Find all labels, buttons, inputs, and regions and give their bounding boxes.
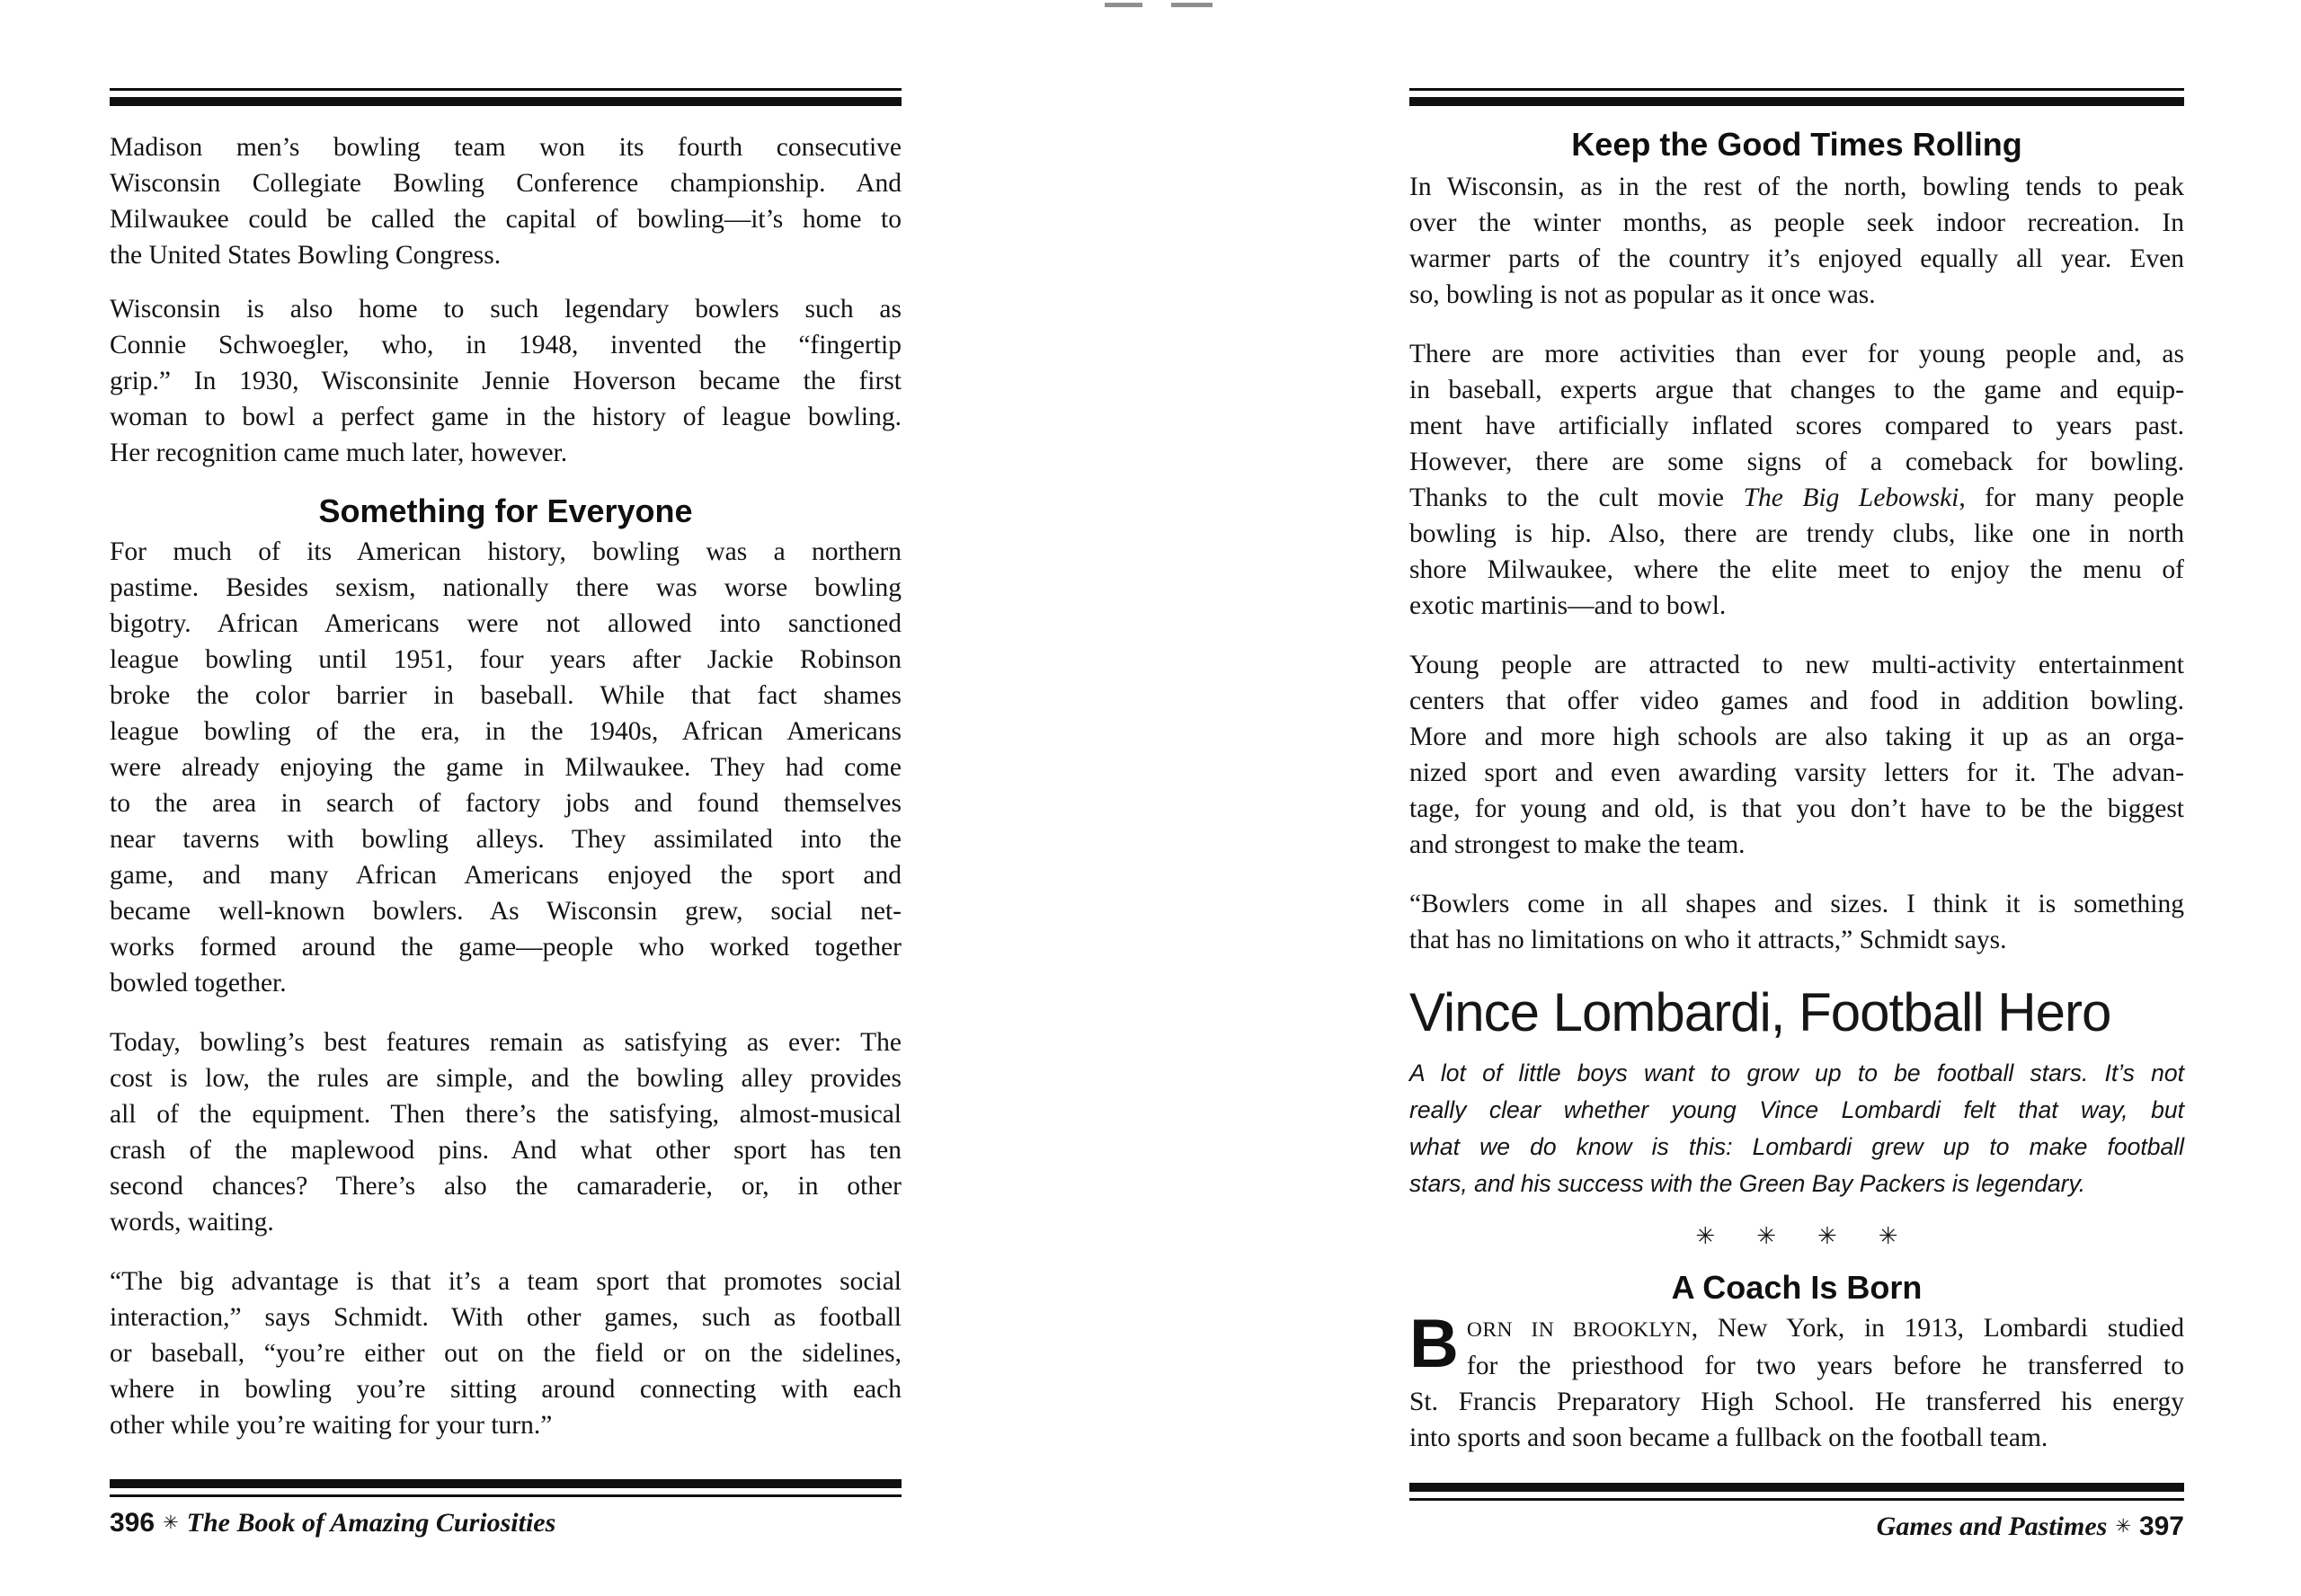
text-line: all of the equipment. Then there’s the satisfying, almost-musical bbox=[110, 1100, 902, 1129]
text-line: the United States Bowling Congress. bbox=[110, 241, 502, 270]
text-line: for the priesthood for two years before he transferred to bbox=[1466, 1352, 2184, 1380]
paragraph bbox=[110, 1264, 902, 1443]
asterisk-ornament-icon: ✳ bbox=[1817, 1223, 1837, 1250]
page-number: 397 bbox=[2138, 1512, 2184, 1541]
text-line: words, waiting. bbox=[110, 1208, 274, 1237]
text-line bbox=[1409, 1310, 2184, 1348]
page-number: 396 bbox=[110, 1508, 155, 1538]
text: Thanks to the cult movie bbox=[1409, 483, 1744, 512]
text-line: that has no limitations on who it attracts,” Schmidt says. bbox=[1409, 926, 2007, 954]
text-line: over the winter months, as people seek indoor recreation. In bbox=[1409, 208, 2184, 237]
text-line: grip.” In 1930, Wisconsinite Jennie Hoverson became the first bbox=[110, 367, 902, 395]
text-line: into sports and soon became a fullback on the football team. bbox=[1409, 1423, 2048, 1452]
text-line: league bowling until 1951, four years after Jackie Robinson bbox=[110, 645, 902, 674]
text-line: to the area in search of factory jobs and found themselves bbox=[110, 789, 902, 818]
text-line: and strongest to make the team. bbox=[1409, 830, 1746, 859]
page-top-rule bbox=[1409, 88, 2184, 106]
text-line: Wisconsin is also home to such legendary bowlers such as bbox=[110, 295, 902, 324]
text-line: in baseball, experts argue that changes to the game and equip- bbox=[1409, 376, 2184, 404]
text-line: In Wisconsin, as in the rest of the north, bowling tends to peak bbox=[1409, 173, 2184, 201]
paragraph-dropcap bbox=[1409, 1306, 2184, 1456]
text-line: woman to bowl a perfect game in the history of league bowling. bbox=[110, 403, 902, 431]
text-line: became well-known bowlers. As Wisconsin grew, social net- bbox=[110, 897, 902, 926]
text-line: really clear whether young Vince Lombardi felt that way, but bbox=[1409, 1096, 2184, 1123]
text-line: However, there are some signs of a comeback for bowling. bbox=[1409, 448, 2184, 476]
paragraph bbox=[1409, 169, 2184, 313]
section-divider bbox=[1409, 1220, 2184, 1253]
section-heading: Keep the Good Times Rolling bbox=[1571, 126, 2022, 163]
scan-artifact-dash bbox=[1105, 3, 1142, 7]
small-caps-text: ORN IN BROOKLYN bbox=[1466, 1318, 1692, 1342]
paragraph bbox=[1409, 1306, 2184, 1456]
text-line: Young people are attracted to new multi-activity entertainment bbox=[1409, 651, 2184, 679]
text-line: stars, and his success with the Green Bay Packers is legendary. bbox=[1409, 1170, 2086, 1197]
text-line: There are more activities than ever for young people and, as bbox=[1409, 340, 2184, 368]
section-title: Games and Pastimes bbox=[1876, 1512, 2108, 1541]
text: , for many people bbox=[1959, 483, 2184, 512]
text-line: crash of the maplewood pins. And what other sport has ten bbox=[110, 1136, 902, 1165]
section-heading: Something for Everyone bbox=[318, 492, 693, 529]
text-line: shore Milwaukee, where the elite meet to enjoy the menu of bbox=[1409, 555, 2184, 584]
asterisk-ornament-icon: ✳ bbox=[1756, 1223, 1776, 1250]
italic-text: The Big Lebowski bbox=[1743, 483, 1959, 512]
page-footer bbox=[1409, 1510, 2184, 1546]
right-page bbox=[1409, 88, 2184, 1546]
text-line: A lot of little boys want to grow up to be football stars. It’s not bbox=[1409, 1060, 2184, 1086]
left-page bbox=[110, 88, 902, 1542]
paragraph bbox=[110, 534, 902, 1001]
book-title: The Book of Amazing Curiosities bbox=[186, 1508, 556, 1538]
article-title: Vince Lombardi, Football Hero bbox=[1409, 982, 2111, 1042]
section-heading: A Coach Is Born bbox=[1671, 1269, 1923, 1306]
paragraph bbox=[110, 129, 902, 273]
scan-artifact-dash bbox=[1171, 3, 1213, 7]
text-line: league bowling of the era, in the 1940s, African Americans bbox=[110, 717, 902, 746]
text-line: second chances? There’s also the camaraderie, or, in other bbox=[110, 1172, 902, 1201]
text-line: More and more high schools are also taking it up as an orga- bbox=[1409, 723, 2184, 751]
text-line: Milwaukee could be called the capital of bowling—it’s home to bbox=[110, 205, 902, 234]
page-footer bbox=[110, 1506, 902, 1542]
text-line: Wisconsin Collegiate Bowling Conference championship. And bbox=[110, 169, 902, 198]
text-line: game, and many African Americans enjoyed the sport and bbox=[110, 861, 902, 890]
text-line: broke the color barrier in baseball. While that fact shames bbox=[110, 681, 902, 710]
paragraph bbox=[110, 291, 902, 471]
text-line: bigotry. African Americans were not allowed into sanctioned bbox=[110, 609, 902, 638]
text-line: ment have artificially inflated scores compared to years past. bbox=[1409, 412, 2184, 440]
paragraph bbox=[1409, 336, 2184, 624]
paragraph bbox=[1409, 886, 2184, 958]
asterisk-ornament-icon: ✳ bbox=[2115, 1515, 2131, 1537]
asterisk-ornament-icon: ✳ bbox=[1695, 1223, 1716, 1250]
asterisk-ornament-icon: ✳ bbox=[1878, 1223, 1898, 1250]
paragraph bbox=[1409, 647, 2184, 863]
article-intro bbox=[1409, 1055, 2184, 1202]
text-line: centers that offer video games and food in addition bowling. bbox=[1409, 687, 2184, 715]
paragraph bbox=[110, 1024, 902, 1240]
text-line: so, bowling is not as popular as it once was. bbox=[1409, 280, 1876, 309]
text: , New York, in 1913, Lombardi studied bbox=[1691, 1314, 2184, 1343]
text-line bbox=[1409, 480, 2184, 516]
text-line: were already enjoying the game in Milwaukee. They had come bbox=[110, 753, 902, 782]
text-line: Today, bowling’s best features remain as satisfying as ever: The bbox=[110, 1028, 902, 1057]
asterisk-ornament-icon: ✳ bbox=[163, 1512, 179, 1533]
text-line: St. Francis Preparatory High School. He transferred his energy bbox=[1409, 1388, 2184, 1416]
text-line: bowling is hip. Also, there are trendy clubs, like one in north bbox=[1409, 519, 2184, 548]
page-top-rule bbox=[110, 88, 902, 106]
text-line: other while you’re waiting for your turn.” bbox=[110, 1411, 553, 1440]
text-line: tage, for young and old, is that you don’t have to be the biggest bbox=[1409, 794, 2184, 823]
page-bottom-rule bbox=[110, 1479, 902, 1497]
text-line: “Bowlers come in all shapes and sizes. I think it is something bbox=[1409, 890, 2184, 918]
text-line: bowled together. bbox=[110, 969, 287, 998]
text-line: nized sport and even awarding varsity letters for it. The advan- bbox=[1409, 758, 2184, 787]
page-bottom-rule bbox=[1409, 1483, 2184, 1501]
text-line: interaction,” says Schmidt. With other games, such as football bbox=[110, 1303, 902, 1332]
text-line: what we do know is this: Lombardi grew up to make football bbox=[1409, 1133, 2184, 1160]
text-line: works formed around the game—people who worked together bbox=[110, 933, 902, 962]
text-line: cost is low, the rules are simple, and the bowling alley provides bbox=[110, 1064, 902, 1093]
text-line: exotic martinis—and to bowl. bbox=[1409, 591, 1727, 620]
text-line: where in bowling you’re sitting around connecting with each bbox=[110, 1375, 902, 1404]
text-line: Connie Schwoegler, who, in 1948, invented the “fingertip bbox=[110, 331, 902, 359]
text-line: or baseball, “you’re either out on the field or on the sidelines, bbox=[110, 1339, 902, 1368]
text-line: near taverns with bowling alleys. They assimilated into the bbox=[110, 825, 902, 854]
drop-cap: B bbox=[1409, 1306, 1459, 1382]
text-line: warmer parts of the country it’s enjoyed equally all year. Even bbox=[1409, 244, 2184, 273]
text-line: For much of its American history, bowling was a northern bbox=[110, 537, 902, 566]
text-line: “The big advantage is that it’s a team sport that promotes social bbox=[110, 1267, 902, 1296]
text-line: Madison men’s bowling team won its fourth consecutive bbox=[110, 133, 902, 162]
text-line: Her recognition came much later, however. bbox=[110, 439, 568, 467]
text-line: pastime. Besides sexism, nationally there was worse bowling bbox=[110, 573, 902, 602]
